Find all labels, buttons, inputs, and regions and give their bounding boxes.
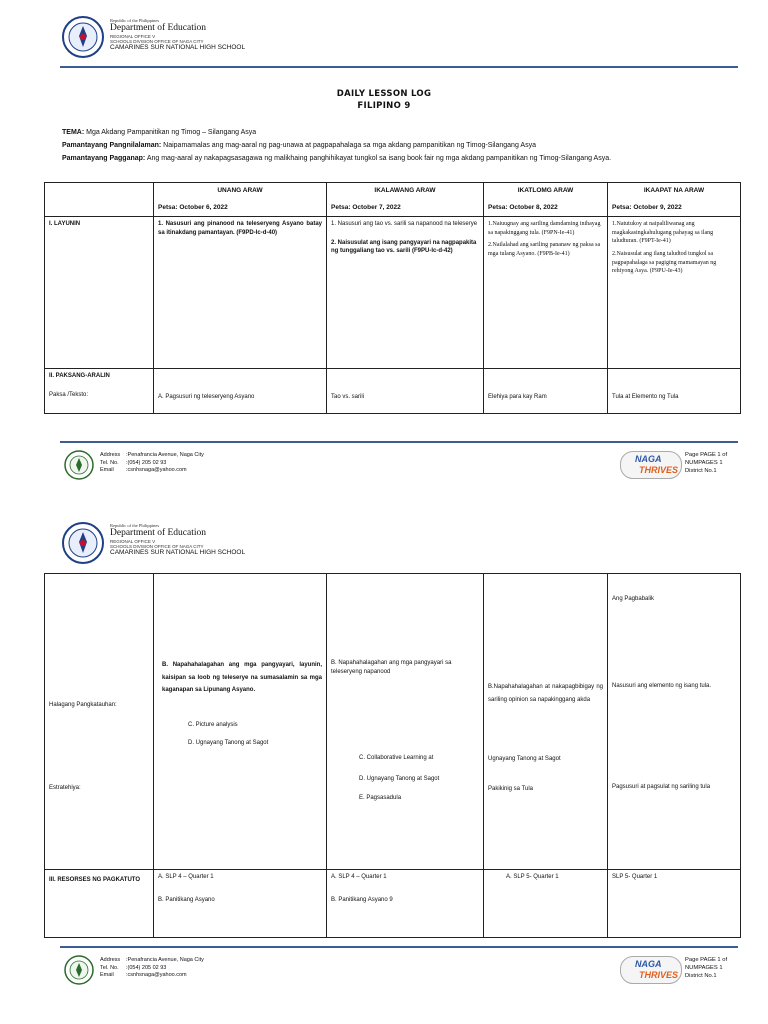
topic-cell [484, 369, 608, 414]
badge-bottom: THRIVES [639, 465, 679, 475]
region-text: REGIONAL OFFICE V [110, 34, 156, 40]
objective-cell [608, 217, 741, 369]
footer-divider [60, 441, 738, 443]
footer [60, 953, 738, 993]
tel-text: :(054) 205 02 93 [126, 459, 167, 466]
resource-item: A. SLP 4 – Quarter 1 [331, 874, 387, 880]
tema-text: Mga Akdang Pampanitikan ng Timog – Silangang Asya [86, 129, 257, 136]
day-date: Petsa: October 6, 2022 [158, 204, 228, 212]
values-cell [327, 574, 484, 870]
table-row [45, 870, 741, 938]
row-label: III. RESORSES NG PAGKATUTO [45, 870, 154, 938]
standards-block [62, 126, 611, 165]
day-header [327, 183, 484, 217]
topic-text: Tao vs. sarili [331, 394, 365, 400]
lesson-log-table-continued [44, 573, 741, 938]
topic-cell [154, 369, 327, 414]
tel-text: :(054) 205 02 93 [126, 964, 167, 971]
strategy-item: C. Collaborative Learning at [359, 755, 434, 762]
table-cell [45, 183, 154, 217]
values-text: B. Napahahalagahan ang mga pangyayari, layunin, kaisipan sa loob ng teleserye na sumasalamin sa mga kaganapan sa Lipunang Asyano. [162, 662, 322, 694]
footer-divider [60, 946, 738, 948]
resource-cell [327, 870, 484, 938]
resource-cell [484, 870, 608, 938]
day-label: IKATLOMG ARAW [517, 187, 574, 194]
pangnilalaman-text: Naipamamalas ang mag-aaral ng pag-unawa at pagpapahalaga sa mga akdang pampanitikan ng Timog-Silangang Asya [163, 142, 536, 149]
school-name: CAMARINES SUR NATIONAL HIGH SCHOOL [110, 549, 246, 557]
header-divider [60, 66, 738, 68]
objective-item: 1. Nasusuri ang tao vs. sarili sa napanood na teleserye [331, 221, 478, 227]
page-number: Page PAGE 1 of [685, 452, 728, 458]
tel-label: Tel. No. [100, 459, 119, 466]
page-info [685, 956, 727, 980]
objective-item: 2.Nailalahad ang sariling pananaw ng paksa sa mga tulang Asyano. (F9PB-Ie-41) [488, 242, 601, 258]
strategy-item: C. Picture analysis [188, 721, 238, 728]
table-row [45, 217, 741, 369]
resource-cell [608, 870, 741, 938]
strategy-item: Ugnayang Tanong at Sagot [488, 756, 561, 763]
values-cell [154, 574, 327, 870]
resource-item: B. Panitikang Asyano 9 [331, 896, 393, 903]
day-date: Petsa: October 9, 2022 [612, 204, 682, 212]
school-seal-icon [64, 450, 94, 480]
badge-top: NAGA [635, 959, 662, 969]
strategy-item: D. Ugnayang Tanong at Sagot [359, 776, 440, 783]
email-label: Email [100, 972, 114, 978]
topic-text: Tula at Elemento ng Tula [612, 394, 679, 400]
department-name: Department of Education [110, 23, 207, 34]
estratehiya-label: Estratehiya: [49, 784, 81, 791]
day-header [484, 183, 608, 217]
day-label: IKAAPAT NA ARAW [643, 187, 705, 194]
republic-text: Republic of the Philippines [110, 18, 160, 23]
strategy-item: E. Pagsasadula [359, 794, 402, 801]
email-label: Email [100, 467, 114, 473]
department-name: Department of Education [110, 528, 207, 539]
email-text: :csnhsnaga@yahoo.com [126, 972, 187, 978]
document-page-1 [0, 0, 768, 500]
resource-item: SLP 5- Quarter 1 [612, 874, 658, 880]
table-row [45, 183, 741, 217]
address-text: :Penafrancia Avenue, Naga City [126, 452, 204, 458]
values-text: Nasusuri ang elemento ng isang tula. [612, 682, 712, 689]
footer [60, 448, 738, 488]
strategy-item: D. Ugnayang Tanong at Sagot [188, 740, 269, 747]
sdo-text: SCHOOLS DIVISION OFFICE OF NAGA CITY [110, 544, 204, 550]
page-number: Page PAGE 1 of [685, 957, 728, 963]
doc-subtitle: FILIPINO 9 [357, 101, 411, 111]
email-text: :csnhsnaga@yahoo.com [126, 467, 187, 473]
table-row [45, 369, 741, 414]
region-text: REGIONAL OFFICE V [110, 539, 156, 545]
letterhead [110, 18, 245, 52]
paksa-sublabel: Paksa /Teksto: [49, 391, 89, 398]
day-header [608, 183, 741, 217]
address-label: Address [100, 957, 121, 963]
topic-text: Elehiya para kay Ram [488, 394, 547, 400]
day-header [154, 183, 327, 217]
objective-cell [327, 217, 484, 369]
resource-item: A. SLP 5- Quarter 1 [506, 874, 559, 880]
halaga-label: Halagang Pangkatauhan: [49, 702, 117, 708]
pagganap-label: Pamantayang Pagganap: [62, 155, 146, 162]
day-date: Petsa: October 7, 2022 [331, 204, 401, 212]
lesson-log-table [44, 182, 741, 414]
page-info [685, 451, 727, 475]
district-text: District No.1 [685, 973, 717, 979]
objective-item: 2. Naisusulat ang isang pangyayari na nagpapakita ng tunggaliang tao vs. sarili (F9PU-Ic-d-42) [331, 239, 477, 255]
pangnilalaman-label: Pamantayang Pangnilalaman: [62, 142, 162, 149]
objective-item: 1.Naiuugnay ang sariling damdaming inihayag sa napakinggang tula. (F9PN-Ie-41) [488, 221, 601, 236]
row-label: I. LAYUNIN [45, 217, 154, 369]
day-date: Petsa: October 8, 2022 [488, 204, 558, 212]
school-seal-icon [64, 955, 94, 985]
pagganap-text: Ang mag-aaral ay nakapagsasagawa ng malikhaing panghihikayat tungkol sa isang book fair ng mga akdang pampanitikan ng Timog-Silangang Asya. [146, 155, 612, 162]
doc-title: DAILY LESSON LOG [336, 89, 432, 99]
values-cell [608, 574, 741, 870]
deped-seal-icon [62, 16, 104, 58]
objective-item: 1.Natutukoy at naipaliliwanag ang magkakasingkahulugang pahayag sa ilang taludturan. (F9PT-Ie-41) [612, 221, 714, 245]
strategy-item: Pakikinig sa Tula [488, 786, 534, 793]
values-text: B. Napahahalagahan ang mga pangyayari sa teleseryeng napanood [331, 660, 452, 675]
page-count: NUMPAGES 1 [685, 460, 723, 466]
table-row [45, 574, 741, 870]
badge-top: NAGA [635, 454, 662, 464]
topic-cell [327, 369, 484, 414]
resource-item: B. Panitikang Asyano [158, 896, 215, 903]
values-top-text: Ang Pagbabalik [612, 596, 655, 602]
topic-cell [608, 369, 741, 414]
naga-thrives-logo [620, 451, 682, 479]
naga-thrives-logo [620, 956, 682, 984]
resource-item: A. SLP 4 – Quarter 1 [158, 874, 214, 880]
letterhead [110, 523, 245, 557]
row-label [45, 574, 154, 870]
tema-label: TEMA: [62, 129, 85, 136]
row-label [45, 369, 154, 414]
page-count: NUMPAGES 1 [685, 965, 723, 971]
values-text: B.Napahahalagahan at nakapagbibigay ng sariling opinion sa napakinggang akda [488, 684, 603, 704]
contact-block [100, 957, 204, 980]
district-text: District No.1 [685, 468, 717, 474]
deped-seal-icon [62, 522, 104, 564]
day-label: UNANG ARAW [217, 187, 263, 194]
address-label: Address [100, 452, 121, 458]
address-text: :Penafrancia Avenue, Naga City [126, 957, 204, 963]
values-cell [484, 574, 608, 870]
strategy-item: Pagsusuri at pagsulat ng sariling tula [612, 783, 711, 790]
paksa-label: II. PAKSANG-ARALIN [49, 373, 110, 379]
topic-text: A. Pagsusuri ng teleseryeng Asyano [158, 394, 255, 400]
objective-cell: 1. Nasusuri ang pinanood na teleseryeng Asyano batay sa itinakdang pamantayan. (F9PD-Ic-d-40) [154, 217, 327, 369]
tel-label: Tel. No. [100, 964, 119, 971]
republic-text: Republic of the Philippines [110, 523, 160, 528]
day-label: IKALAWANG ARAW [374, 187, 436, 194]
school-name: CAMARINES SUR NATIONAL HIGH SCHOOL [110, 44, 246, 52]
badge-bottom: THRIVES [639, 970, 679, 980]
resource-cell [154, 870, 327, 938]
objective-item: 2.Naisusulat ang ilang taludtod tungkol sa pagpapahalaga sa pagiging mamamayan ng rehiyong Asya. (F9PU-Ie-43) [612, 251, 717, 275]
sdo-text: SCHOOLS DIVISION OFFICE OF NAGA CITY [110, 39, 204, 45]
objective-cell [484, 217, 608, 369]
contact-block [100, 452, 204, 475]
